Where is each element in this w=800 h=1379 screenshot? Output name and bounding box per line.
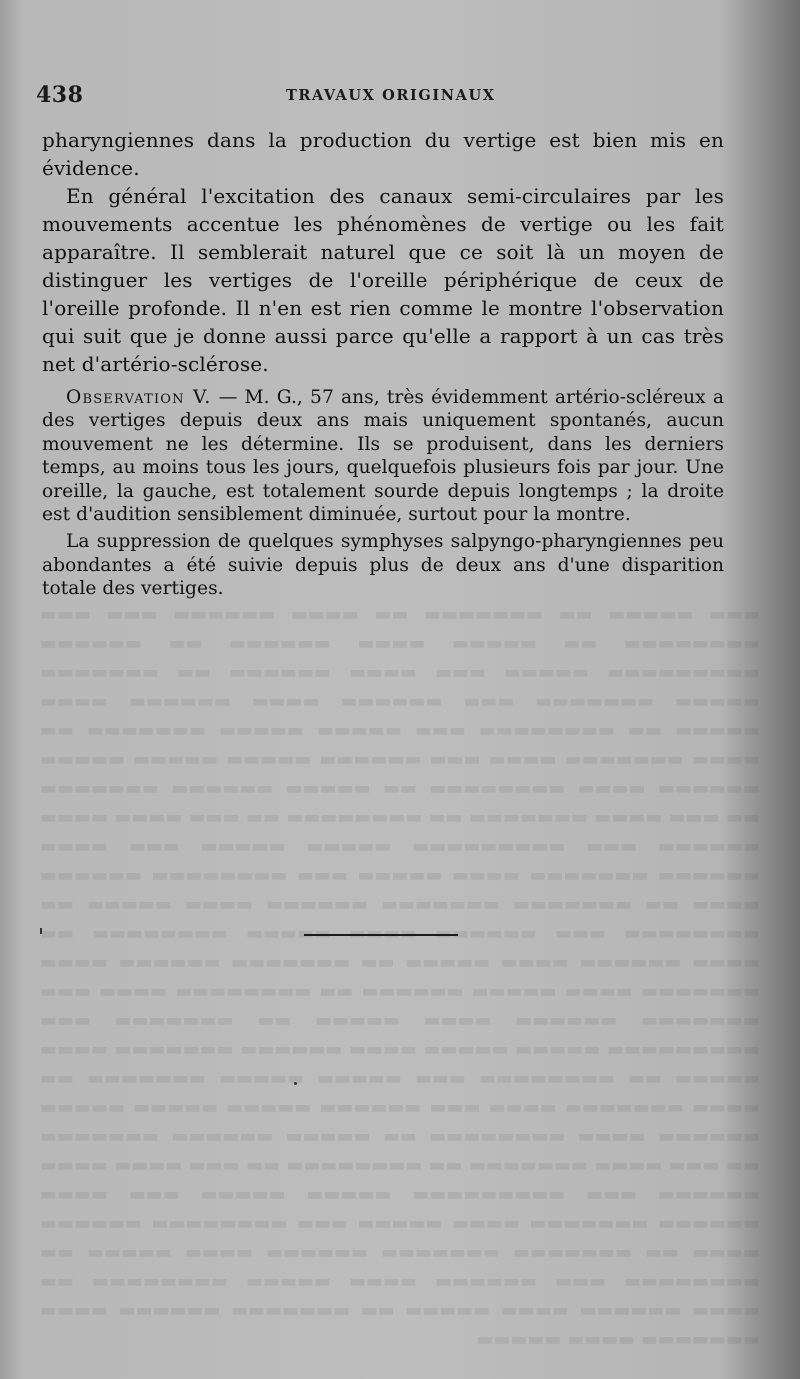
running-header bbox=[36, 82, 726, 112]
observation-paragraph bbox=[42, 386, 724, 526]
article-body bbox=[42, 126, 724, 601]
bleed-through-texture: ▬▬▬ ▬▬▬▬▬ ▬▬ ▬▬▬▬▬▬▬ ▬▬ ▬▬▬▬ ▬▬▬▬▬▬ ▬▬▬ ▬▬▬ ▬▬▬▬▬▬▬▬ ▬▬ ▬▬▬▬▬ ▬▬▬▬ ▬▬▬▬▬▬ ▬▬ ▬▬▬▬▬▬ ▬▬▬▬▬▬▬▬▬ ▬▬▬▬▬ ▬▬▬ ▬▬▬▬ ▬▬▬▬▬▬ ▬▬ ▬▬▬▬▬▬▬ ▬▬▬▬▬ ▬▬▬▬▬▬▬ ▬▬▬ ▬▬▬▬▬▬ ▬▬▬▬ ▬▬▬▬▬▬ ▬▬▬▬ ▬▬▬▬▬ ▬▬ ▬▬▬▬▬▬▬▬ ▬▬▬ ▬▬▬▬▬ ▬▬▬▬▬ ▬▬▬▬▬▬▬ ▬▬ ▬▬▬▬ ▬▬▬▬▬▬▬ ▬▬▬▬ ▬▬▬ ▬▬▬▬▬▬ ▬▬▬▬▬ ▬▬▬▬▬ ▬▬▬▬▬ ▬▬▬▬▬▬ ▬▬▬▬ ▬▬▬▬▬▬▬▬ ▬▬ ▬▬▬▬▬ ▬▬▬▬▬▬ ▬▬▬▬▬▬▬ ▬▬ ▬▬▬ ▬▬▬▬ ▬▬▬▬▬▬▬ ▬▬ ▬▬▬▬▬▬▬▬ ▬▬ ▬▬▬ ▬▬▬▬ ▬▬▬▬ ▬▬▬▬▬▬ ▬▬▬ ▬▬▬▬▬▬▬▬▬ ▬▬▬▬▬ ▬▬▬▬▬ ▬▬▬ ▬▬▬▬ ▬▬▬▬▬▬ ▬▬▬▬▬▬▬ ▬▬▬▬ ▬▬▬▬▬ ▬▬▬ ▬▬▬▬▬▬▬▬ ▬▬▬▬▬▬ ▬▬▬▬ ▬▬ ▬▬▬▬▬▬▬ ▬▬▬▬▬▬▬ ▬▬▬▬▬▬ ▬▬▬▬ ▬▬▬▬▬ ▬▬ ▬▬▬▬▬▬▬▬ ▬▬▬ ▬▬▬▬▬▬ ▬▬▬▬ ▬▬▬▬▬ ▬▬▬▬▬▬▬▬ ▬▬ ▬▬▬▬ ▬▬▬▬▬▬ ▬▬▬▬ ▬▬▬▬▬ ▬▬ ▬▬▬▬▬▬▬ ▬▬▬▬▬▬ ▬▬▬▬ ▬▬▬▬▬▬▬ ▬▬▬▬ ▬▬▬▬▬ ▬▬▬▬▬▬ ▬▬ ▬▬▬▬▬▬▬▬ ▬▬▬▬ ▬▬▬ ▬▬▬▬▬▬▬ ▬▬▬▬▬▬ ▬▬▬▬ ▬▬▬▬▬ ▬▬ ▬▬▬▬▬▬▬ ▬▬▬ ▬▬▬▬▬▬▬▬▬ ▬▬▬▬▬ ▬▬▬▬▬ ▬▬▬▬ ▬▬▬▬▬▬ ▬▬▬▬▬▬▬ ▬▬▬▬ ▬▬▬▬▬ ▬▬ ▬▬▬▬▬▬▬▬ ▬▬▬ ▬▬▬▬▬ ▬▬▬▬▬ ▬▬▬▬▬▬▬ ▬▬ ▬▬▬▬ ▬▬▬▬▬▬▬ ▬▬▬▬ ▬▬▬ ▬▬▬▬▬▬ ▬▬▬▬▬ ▬▬▬▬▬ ▬▬▬▬▬ ▬▬▬▬▬▬ ▬▬▬▬ ▬▬▬▬▬▬▬▬ ▬▬ ▬▬▬▬▬ ▬▬▬▬▬▬ ▬▬▬▬▬▬▬ ▬▬ ▬▬▬ ▬▬▬▬ ▬▬▬▬▬▬▬ ▬▬ ▬▬▬▬▬▬▬▬ ▬▬ ▬▬▬ ▬▬▬▬ ▬▬▬▬ ▬▬▬▬▬▬ ▬▬▬ ▬▬▬▬▬▬▬▬▬ ▬▬▬▬▬ ▬▬▬▬▬ ▬▬▬ ▬▬▬▬ ▬▬▬▬▬▬ ▬▬▬▬▬▬▬ ▬▬▬▬ ▬▬▬▬▬ ▬▬▬ ▬▬▬▬▬▬▬▬ ▬▬▬▬▬▬ ▬▬▬▬ ▬▬ ▬▬▬▬▬▬▬ ▬▬▬▬▬▬▬ ▬▬▬▬▬▬ ▬▬▬▬ ▬▬▬▬▬ ▬▬ ▬▬▬▬▬▬▬▬ ▬▬▬ ▬▬▬▬▬▬ ▬▬▬▬ ▬▬▬▬▬ ▬▬▬▬▬▬▬▬ ▬▬ ▬▬▬▬ ▬▬▬▬▬▬ ▬▬▬▬ ▬▬▬▬▬ ▬▬ ▬▬▬▬▬▬▬ ▬▬▬▬▬▬ ▬▬▬▬ ▬▬▬▬▬▬▬ ▬▬▬▬ ▬▬▬▬▬ bbox=[40, 604, 760, 1350]
page-number: 438 bbox=[36, 82, 84, 108]
running-title: TRAVAUX ORIGINAUX bbox=[286, 87, 496, 104]
section-end-rule bbox=[304, 934, 458, 936]
paragraph-continuation: pharyngiennes dans la production du vertige est bien mis en évidence. bbox=[42, 128, 724, 180]
paragraph-canaux: En général l'excitation des canaux semi-circulaires par les mouvements accentue les phénomènes de vertige ou les fait apparaître. Il semblerait naturel que ce soit là un moyen de distinguer les vertiges de l'oreille périphérique de ceux de l'oreille profonde. Il n'en est rien comme le montre l'observation qui suit que je donne aussi parce qu'elle a rapport à un cas très net d'artério-sclérose. bbox=[42, 184, 724, 376]
observation-label: Observation V. bbox=[66, 387, 212, 408]
observation-conclusion: La suppression de quelques symphyses salpyngo-pharyngiennes peu abondantes a été suivie depuis plus de deux ans d'une disparition totale des vertiges. bbox=[42, 531, 724, 600]
print-speck bbox=[40, 928, 42, 934]
observation-text: — M. G., 57 ans, très évidemment artério-scléreux a des vertiges depuis deux ans mais uniquement spontanés, aucun mouvement ne les détermine. Ils se produisent, dans les derniers temps, au moins tous les jours, quelquefois plusieurs fois par jour. Une oreille, la gauche, est totalement sourde depuis longtemps ; la droite est d'audition sensiblement diminuée, surtout pour la montre. bbox=[42, 387, 724, 526]
print-speck bbox=[294, 1082, 297, 1085]
